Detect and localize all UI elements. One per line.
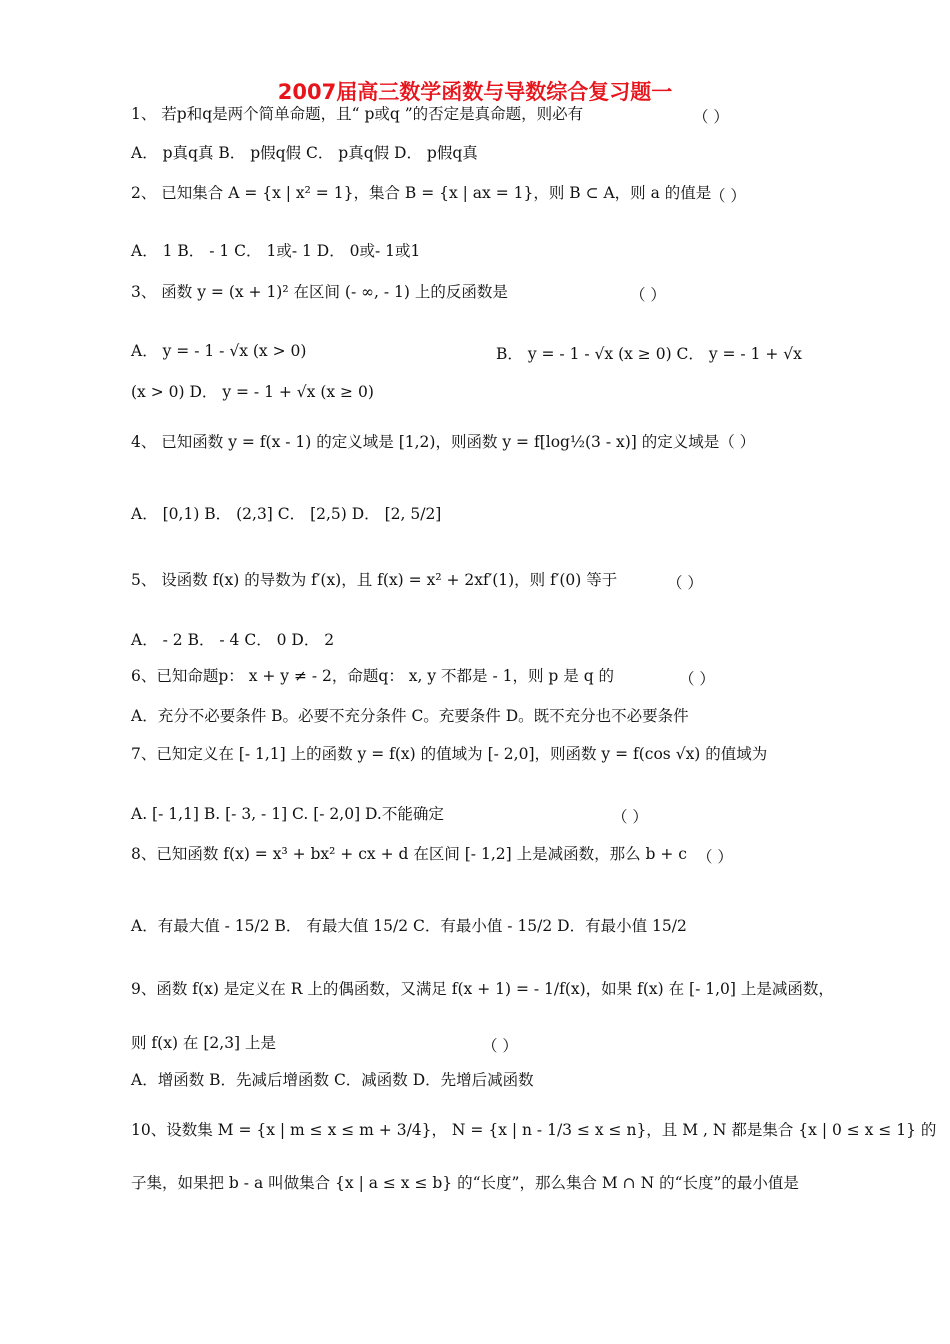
question-1-stem: 1、 若p和q是两个简单命题，且“ p或q ”的否定是真命题，则必有 bbox=[131, 105, 584, 123]
question-1-choices: A． p真q真 B． p假q假 C． p真q假 D． p假q真 bbox=[131, 144, 478, 162]
question-7-choices: A. [- 1,1] B. [- 3, - 1] C. [- 2,0] D.不能确定 bbox=[131, 805, 444, 823]
question-2-choices: A． 1 B． - 1 C． 1或- 1 D． 0或- 1或1 bbox=[131, 242, 421, 260]
question-6-stem: 6、已知命题p： x + y ≠ - 2，命题q： x, y 不都是 - 1，则 p 是 q 的 bbox=[131, 667, 615, 685]
question-8-answer-bracket: （ ） bbox=[697, 848, 733, 866]
question-8-stem: 8、已知函数 f(x) = x³ + bx² + cx + d 在区间 [- 1,2] 上是减函数，那么 b + c bbox=[131, 845, 687, 863]
question-4-choices: A． [0,1) B． (2,3] C． [2,5) D． [2, 5/2] bbox=[131, 505, 442, 523]
question-10-stem-continued: 子集，如果把 b - a 叫做集合 {x | a ≤ x ≤ b} 的“长度”，那么集合 M ∩ N 的“长度”的最小值是 bbox=[131, 1174, 799, 1192]
question-6-choices: A．充分不必要条件 B。必要不充分条件 C。充要条件 D。既不充分也不必要条件 bbox=[131, 707, 689, 725]
question-3-choices-bc: B． y = - 1 - √x (x ≥ 0) C． y = - 1 + √x bbox=[496, 345, 802, 363]
question-6-answer-bracket: （ ） bbox=[679, 670, 715, 688]
question-1-answer-bracket: （ ） bbox=[693, 108, 729, 126]
question-5-answer-bracket: （ ） bbox=[667, 574, 703, 592]
question-3-choice-a: A． y = - 1 - √x (x > 0) bbox=[131, 342, 307, 360]
question-3-stem: 3、 函数 y = (x + 1)² 在区间 (- ∞, - 1) 上的反函数是 bbox=[131, 283, 508, 301]
question-9-answer-bracket: （ ） bbox=[482, 1037, 518, 1055]
question-3-answer-bracket: （ ） bbox=[630, 286, 666, 304]
question-10-stem: 10、设数集 M = {x | m ≤ x ≤ m + 3/4}， N = {x | n - 1/3 ≤ x ≤ n}，且 M , N 都是集合 {x | 0 ≤ x ≤ 1} 的 bbox=[131, 1121, 937, 1139]
page-title: 2007届高三数学函数与导数综合复习题一 bbox=[277, 80, 673, 104]
question-7-answer-bracket: （ ） bbox=[612, 808, 648, 826]
question-9-choices: A．增函数 B．先减后增函数 C．减函数 D．先增后减函数 bbox=[131, 1071, 534, 1089]
question-2-stem: 2、 已知集合 A = {x | x² = 1}，集合 B = {x | ax = 1}，则 B ⊂ A，则 a 的值是 bbox=[131, 184, 712, 202]
question-2-answer-bracket: （ ） bbox=[710, 187, 746, 205]
question-4-stem: 4、 已知函数 y = f(x - 1) 的定义域是 [1,2)，则函数 y = f[log½(3 - x)] 的定义域是（ ） bbox=[131, 433, 756, 451]
question-9-stem-continued: 则 f(x) 在 [2,3] 上是 bbox=[131, 1034, 277, 1052]
question-5-choices: A． - 2 B． - 4 C． 0 D． 2 bbox=[131, 631, 335, 649]
question-5-stem: 5、 设函数 f(x) 的导数为 f′(x)，且 f(x) = x² + 2xf′(1)，则 f′(0) 等于 bbox=[131, 571, 618, 589]
question-7-stem: 7、已知定义在 [- 1,1] 上的函数 y = f(x) 的值域为 [- 2,0]，则函数 y = f(cos √x) 的值域为 bbox=[131, 745, 768, 763]
question-9-stem: 9、函数 f(x) 是定义在 R 上的偶函数，又满足 f(x + 1) = - 1/f(x)，如果 f(x) 在 [- 1,0] 上是减函数， bbox=[131, 980, 834, 998]
question-8-choices: A．有最大值 - 15/2 B． 有最大值 15/2 C．有最小值 - 15/2 D．有最小值 15/2 bbox=[131, 917, 687, 935]
question-3-choice-d: (x > 0) D． y = - 1 + √x (x ≥ 0) bbox=[131, 383, 374, 401]
